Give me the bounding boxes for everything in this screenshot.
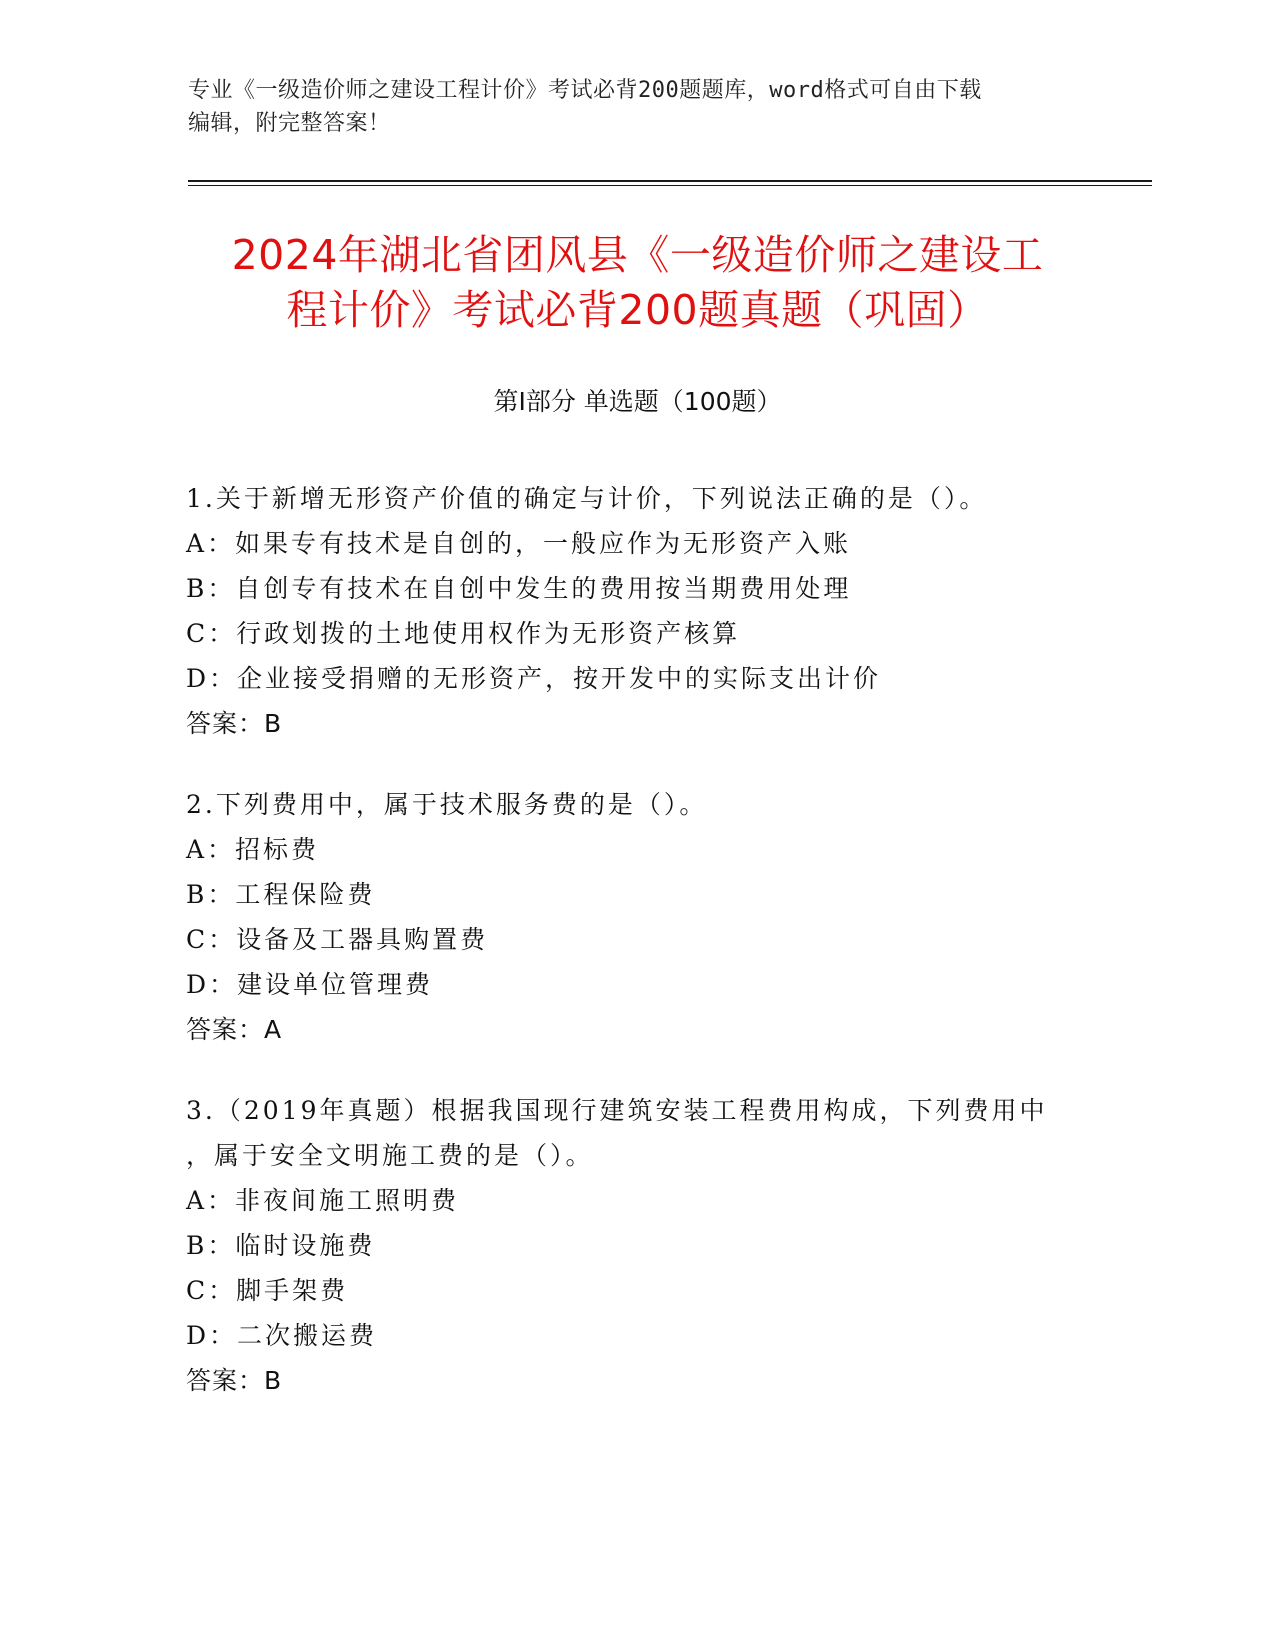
section-title: 第Ⅰ部分 单选题（100题） <box>493 387 782 416</box>
question-stem: 2.下列费用中，属于技术服务费的是（）。 <box>186 790 708 819</box>
option-c: C：设备及工器具购置费 <box>186 925 489 954</box>
question-stem: 1.关于新增无形资产价值的确定与计价，下列说法正确的是（）。 <box>186 484 988 513</box>
question-stem-line-1: 3.（2019年真题）根据我国现行建筑安装工程费用构成，下列费用中 <box>186 1096 1048 1125</box>
question-2 <box>186 782 1086 1052</box>
document-title <box>150 228 1125 338</box>
header-note <box>188 74 1088 140</box>
option-b: B：临时设施费 <box>186 1231 376 1260</box>
header-divider-thick <box>188 180 1152 182</box>
option-c: C：行政划拨的土地使用权作为无形资产核算 <box>186 619 741 648</box>
option-c: C：脚手架费 <box>186 1276 349 1305</box>
question-stem-line-2: ，属于安全文明施工费的是（）。 <box>186 1141 594 1170</box>
header-note-line-2: 编辑，附完整答案！ <box>188 111 391 136</box>
document-title-line-1: 2024年湖北省团风县《一级造价师之建设工 <box>231 231 1044 279</box>
option-d: D：企业接受捐赠的无形资产，按开发中的实际支出计价 <box>186 664 882 693</box>
header-divider-thin <box>188 185 1152 186</box>
question-1 <box>186 476 1086 746</box>
option-a: A：非夜间施工照明费 <box>186 1186 460 1215</box>
answer: 答案：A <box>186 1015 283 1044</box>
answer: 答案：B <box>186 1366 283 1395</box>
option-d: D：建设单位管理费 <box>186 970 434 999</box>
option-a: A：如果专有技术是自创的，一般应作为无形资产入账 <box>186 529 852 558</box>
option-a: A：招标费 <box>186 835 320 864</box>
option-b: B：工程保险费 <box>186 880 376 909</box>
document-title-line-2: 程计价》考试必背200题真题（巩固） <box>286 286 989 334</box>
header-note-line-1: 专业《一级造价师之建设工程计价》考试必背200题题库，word格式可自由下载 <box>188 78 982 103</box>
option-b: B：自创专有技术在自创中发生的费用按当期费用处理 <box>186 574 852 603</box>
question-3 <box>186 1088 1086 1403</box>
question-list <box>186 476 1086 1439</box>
option-d: D：二次搬运费 <box>186 1321 378 1350</box>
answer: 答案：B <box>186 709 283 738</box>
